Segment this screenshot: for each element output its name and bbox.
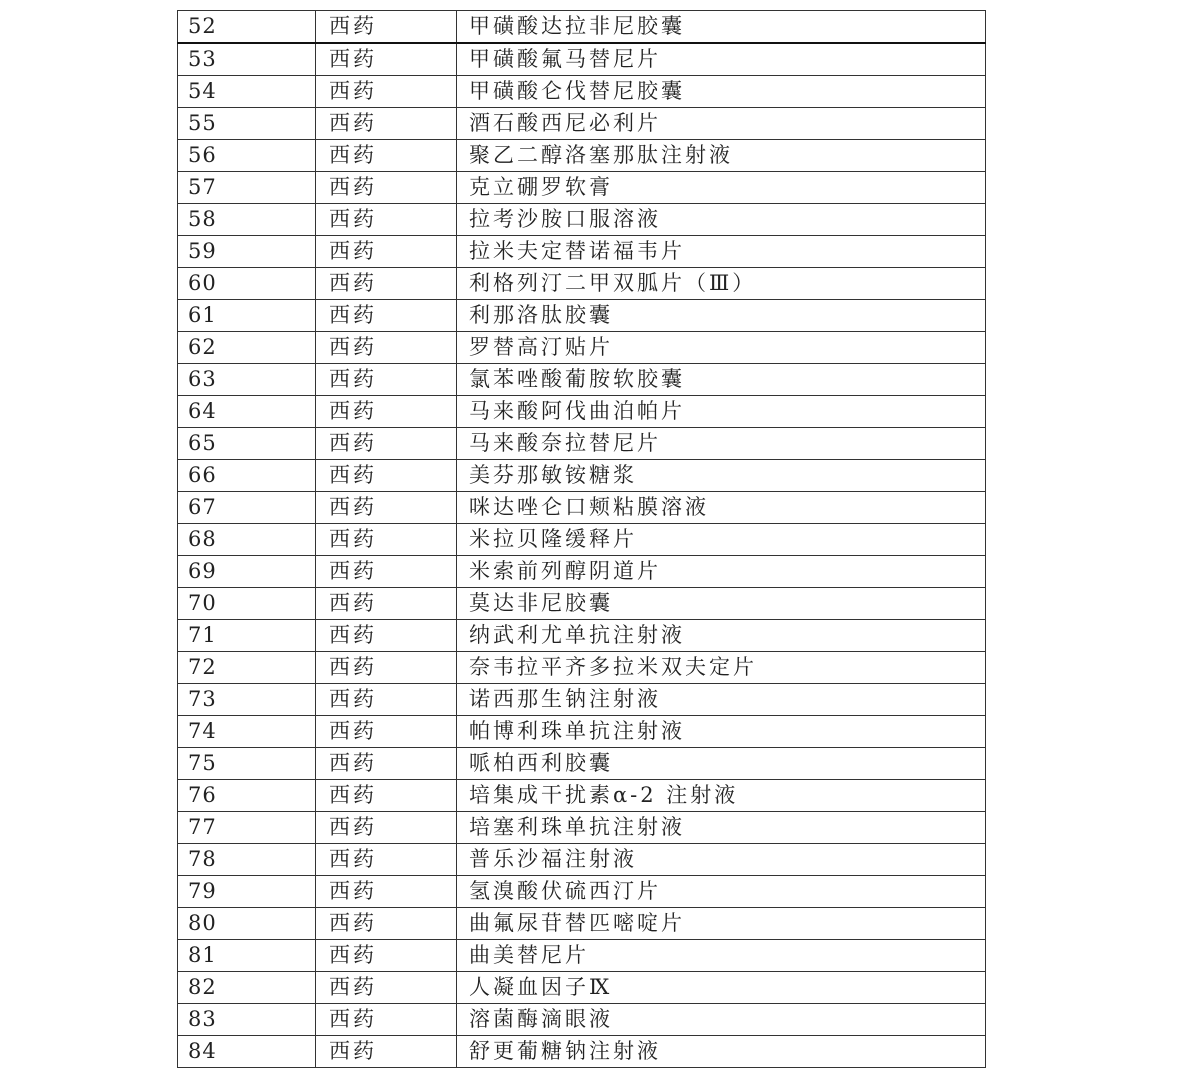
drug-category: 西药 bbox=[316, 204, 457, 236]
drug-name: 甲磺酸达拉非尼胶囊 bbox=[457, 11, 986, 44]
drug-category: 西药 bbox=[316, 492, 457, 524]
drug-name: 咪达唑仑口颊粘膜溶液 bbox=[457, 492, 986, 524]
table-row bbox=[178, 108, 986, 140]
drug-name: 曲美替尼片 bbox=[457, 940, 986, 972]
drug-category: 西药 bbox=[316, 140, 457, 172]
row-number: 56 bbox=[178, 140, 316, 172]
drug-category: 西药 bbox=[316, 76, 457, 108]
drug-name: 普乐沙福注射液 bbox=[457, 844, 986, 876]
table-row bbox=[178, 620, 986, 652]
table-row bbox=[178, 844, 986, 876]
drug-category: 西药 bbox=[316, 364, 457, 396]
table-row bbox=[178, 140, 986, 172]
row-number: 69 bbox=[178, 556, 316, 588]
row-number: 57 bbox=[178, 172, 316, 204]
table-row bbox=[178, 588, 986, 620]
drug-category: 西药 bbox=[316, 620, 457, 652]
table-row bbox=[178, 492, 986, 524]
drug-category: 西药 bbox=[316, 652, 457, 684]
table-row bbox=[178, 11, 986, 44]
table-row bbox=[178, 556, 986, 588]
table-row bbox=[178, 524, 986, 556]
drug-category: 西药 bbox=[316, 11, 457, 44]
drug-category: 西药 bbox=[316, 844, 457, 876]
row-number: 73 bbox=[178, 684, 316, 716]
row-number: 83 bbox=[178, 1004, 316, 1036]
drug-category: 西药 bbox=[316, 108, 457, 140]
drug-category: 西药 bbox=[316, 524, 457, 556]
table-row bbox=[178, 172, 986, 204]
table-row bbox=[178, 748, 986, 780]
drug-name: 培集成干扰素α-2 注射液 bbox=[457, 780, 986, 812]
row-number: 59 bbox=[178, 236, 316, 268]
table-row bbox=[178, 428, 986, 460]
drug-name: 美芬那敏铵糖浆 bbox=[457, 460, 986, 492]
drug-category: 西药 bbox=[316, 172, 457, 204]
row-number: 82 bbox=[178, 972, 316, 1004]
drug-name: 溶菌酶滴眼液 bbox=[457, 1004, 986, 1036]
row-number: 84 bbox=[178, 1036, 316, 1068]
row-number: 81 bbox=[178, 940, 316, 972]
drug-name: 利格列汀二甲双胍片（Ⅲ） bbox=[457, 268, 986, 300]
drug-name: 舒更葡糖钠注射液 bbox=[457, 1036, 986, 1068]
table-row bbox=[178, 684, 986, 716]
drug-category: 西药 bbox=[316, 588, 457, 620]
row-number: 65 bbox=[178, 428, 316, 460]
row-number: 77 bbox=[178, 812, 316, 844]
drug-name: 纳武利尤单抗注射液 bbox=[457, 620, 986, 652]
drug-category: 西药 bbox=[316, 300, 457, 332]
table-row bbox=[178, 876, 986, 908]
drug-name: 马来酸阿伐曲泊帕片 bbox=[457, 396, 986, 428]
row-number: 60 bbox=[178, 268, 316, 300]
table-row bbox=[178, 908, 986, 940]
drug-category: 西药 bbox=[316, 1004, 457, 1036]
drug-name: 甲磺酸氟马替尼片 bbox=[457, 43, 986, 76]
table-row bbox=[178, 652, 986, 684]
drug-name: 氯苯唑酸葡胺软胶囊 bbox=[457, 364, 986, 396]
drug-name: 甲磺酸仑伐替尼胶囊 bbox=[457, 76, 986, 108]
row-number: 68 bbox=[178, 524, 316, 556]
drug-category: 西药 bbox=[316, 332, 457, 364]
drug-name: 哌柏西利胶囊 bbox=[457, 748, 986, 780]
drug-name: 曲氟尿苷替匹嘧啶片 bbox=[457, 908, 986, 940]
drug-name: 聚乙二醇洛塞那肽注射液 bbox=[457, 140, 986, 172]
drug-category: 西药 bbox=[316, 876, 457, 908]
row-number: 75 bbox=[178, 748, 316, 780]
drug-category: 西药 bbox=[316, 716, 457, 748]
drug-category: 西药 bbox=[316, 684, 457, 716]
drug-category: 西药 bbox=[316, 972, 457, 1004]
drug-name: 克立硼罗软膏 bbox=[457, 172, 986, 204]
drug-category: 西药 bbox=[316, 43, 457, 76]
table-row bbox=[178, 332, 986, 364]
table-row bbox=[178, 1004, 986, 1036]
drug-category: 西药 bbox=[316, 748, 457, 780]
drug-name: 马来酸奈拉替尼片 bbox=[457, 428, 986, 460]
drug-name: 罗替高汀贴片 bbox=[457, 332, 986, 364]
row-number: 74 bbox=[178, 716, 316, 748]
row-number: 55 bbox=[178, 108, 316, 140]
table-row bbox=[178, 812, 986, 844]
table-body bbox=[178, 11, 986, 1068]
drug-name: 帕博利珠单抗注射液 bbox=[457, 716, 986, 748]
drug-category: 西药 bbox=[316, 940, 457, 972]
drug-name: 培塞利珠单抗注射液 bbox=[457, 812, 986, 844]
row-number: 79 bbox=[178, 876, 316, 908]
row-number: 71 bbox=[178, 620, 316, 652]
drug-category: 西药 bbox=[316, 268, 457, 300]
drug-name: 酒石酸西尼必利片 bbox=[457, 108, 986, 140]
table-row bbox=[178, 43, 986, 76]
table-row bbox=[178, 780, 986, 812]
table-row bbox=[178, 364, 986, 396]
drug-name: 诺西那生钠注射液 bbox=[457, 684, 986, 716]
table-row bbox=[178, 396, 986, 428]
table-row bbox=[178, 716, 986, 748]
drug-category: 西药 bbox=[316, 236, 457, 268]
table-row bbox=[178, 76, 986, 108]
drug-name: 拉米夫定替诺福韦片 bbox=[457, 236, 986, 268]
drug-name: 拉考沙胺口服溶液 bbox=[457, 204, 986, 236]
drug-category: 西药 bbox=[316, 812, 457, 844]
drug-category: 西药 bbox=[316, 1036, 457, 1068]
drug-category: 西药 bbox=[316, 780, 457, 812]
drug-category: 西药 bbox=[316, 460, 457, 492]
row-number: 67 bbox=[178, 492, 316, 524]
drug-name: 氢溴酸伏硫西汀片 bbox=[457, 876, 986, 908]
drug-list-table bbox=[177, 10, 986, 1068]
table-row bbox=[178, 300, 986, 332]
row-number: 78 bbox=[178, 844, 316, 876]
row-number: 72 bbox=[178, 652, 316, 684]
drug-category: 西药 bbox=[316, 556, 457, 588]
row-number: 53 bbox=[178, 43, 316, 76]
table-row bbox=[178, 204, 986, 236]
row-number: 70 bbox=[178, 588, 316, 620]
table-row bbox=[178, 460, 986, 492]
row-number: 76 bbox=[178, 780, 316, 812]
row-number: 63 bbox=[178, 364, 316, 396]
drug-category: 西药 bbox=[316, 396, 457, 428]
drug-name: 米索前列醇阴道片 bbox=[457, 556, 986, 588]
table-row bbox=[178, 1036, 986, 1068]
drug-name: 利那洛肽胶囊 bbox=[457, 300, 986, 332]
table-row bbox=[178, 972, 986, 1004]
drug-name: 奈韦拉平齐多拉米双夫定片 bbox=[457, 652, 986, 684]
row-number: 66 bbox=[178, 460, 316, 492]
drug-name: 人凝血因子Ⅸ bbox=[457, 972, 986, 1004]
row-number: 58 bbox=[178, 204, 316, 236]
drug-category: 西药 bbox=[316, 908, 457, 940]
table-row bbox=[178, 236, 986, 268]
row-number: 62 bbox=[178, 332, 316, 364]
row-number: 52 bbox=[178, 11, 316, 44]
table-row bbox=[178, 268, 986, 300]
row-number: 64 bbox=[178, 396, 316, 428]
drug-name: 莫达非尼胶囊 bbox=[457, 588, 986, 620]
row-number: 80 bbox=[178, 908, 316, 940]
table-row bbox=[178, 940, 986, 972]
drug-category: 西药 bbox=[316, 428, 457, 460]
row-number: 54 bbox=[178, 76, 316, 108]
row-number: 61 bbox=[178, 300, 316, 332]
drug-name: 米拉贝隆缓释片 bbox=[457, 524, 986, 556]
